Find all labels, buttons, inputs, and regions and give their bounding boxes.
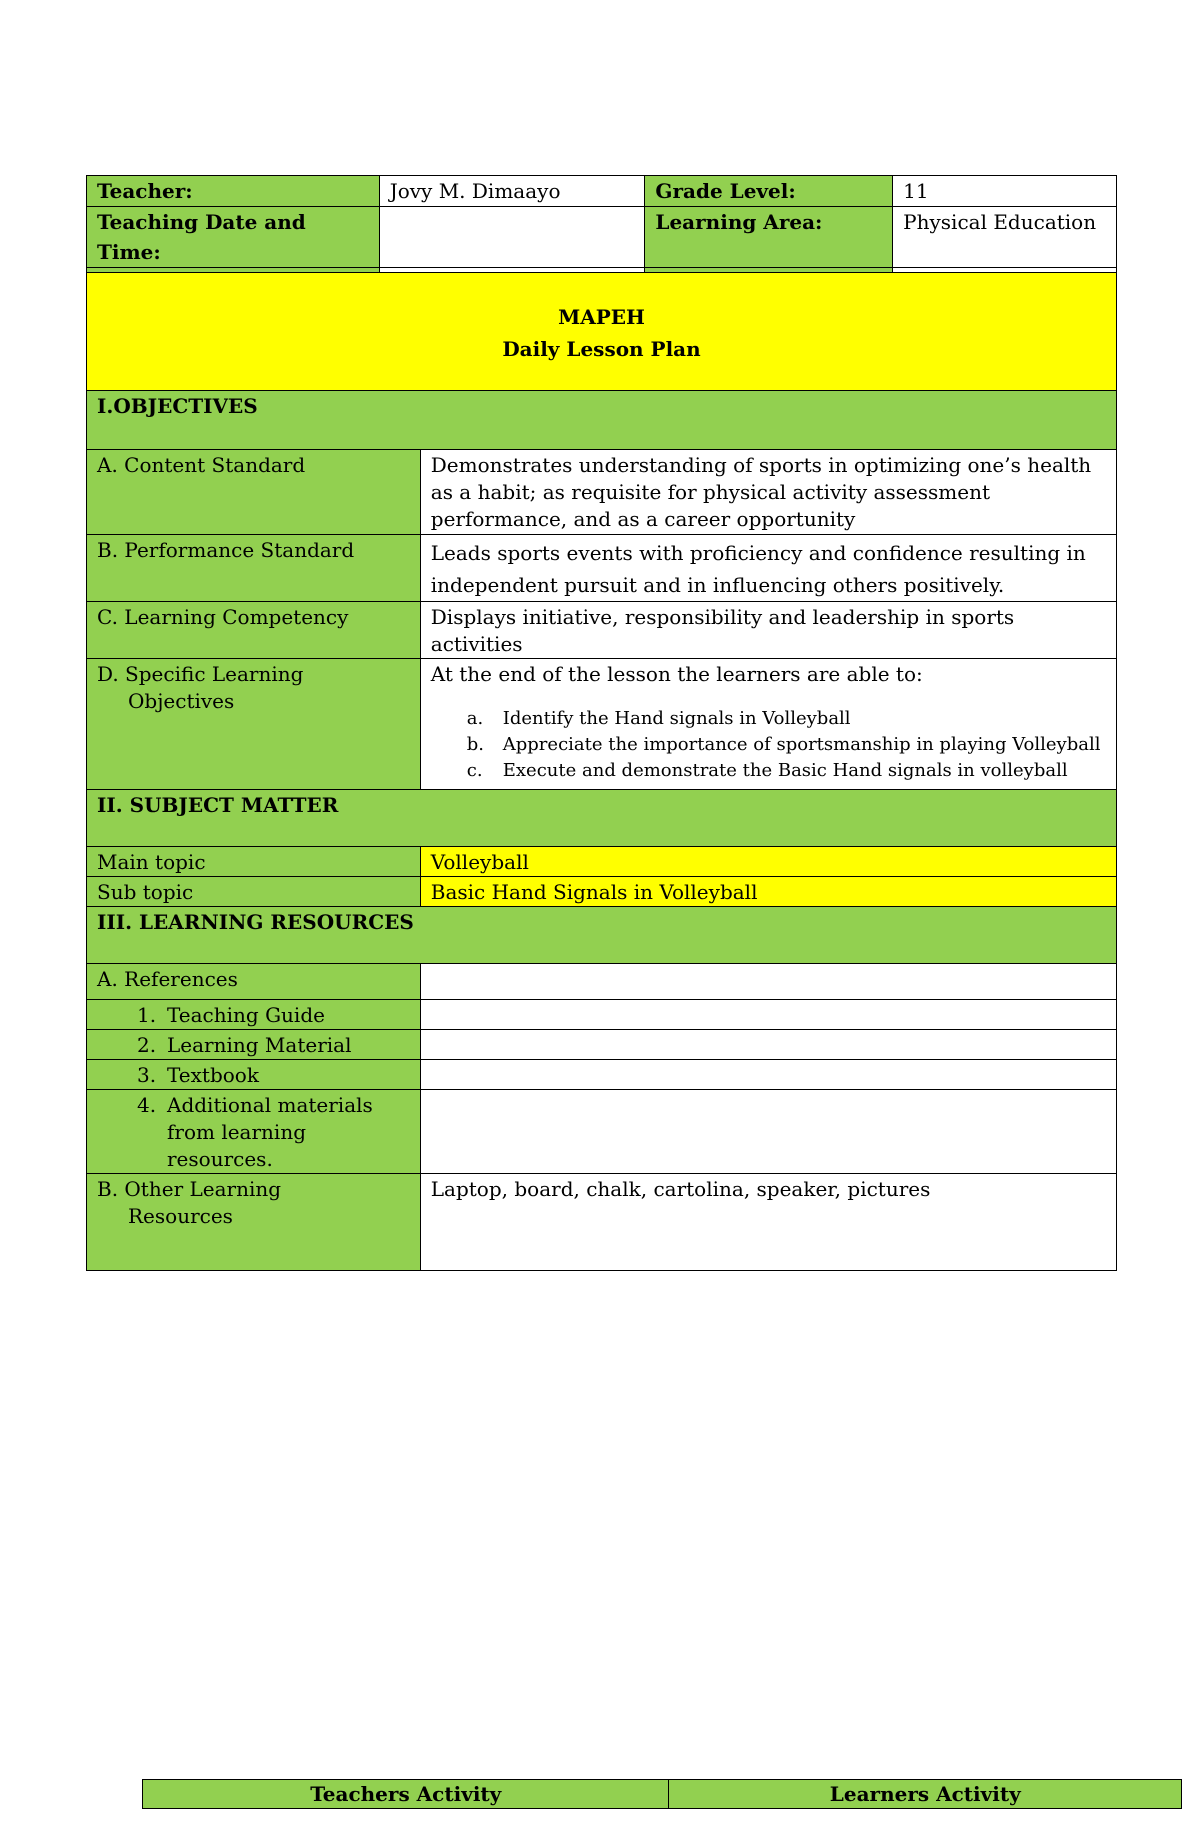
specific-objectives-label: [87, 659, 421, 790]
date-value: [379, 207, 645, 268]
learners-activity-header: Learners Activity: [669, 1780, 1182, 1809]
objectives-heading-row: [87, 391, 1117, 450]
specific-objectives-row: [87, 659, 1117, 790]
subject-matter-heading: II. SUBJECT MATTER: [87, 790, 1117, 847]
other-resources-row: [87, 1174, 1117, 1271]
date-label: Teaching Date and Time:: [87, 207, 380, 268]
other-label-line-2: Resources: [128, 1204, 233, 1228]
resources-heading-row: [87, 907, 1117, 964]
specific-intro: At the end of the lesson the learners are able to:: [430, 662, 923, 686]
specific-label-line-2: Objectives: [128, 689, 235, 713]
grade-value: 11: [893, 176, 1117, 207]
ref-item: [87, 1000, 421, 1030]
references-value: [420, 964, 1116, 1000]
lesson-plan-table: [86, 272, 1117, 1271]
subject-matter-heading-row: [87, 790, 1117, 847]
title-row: [87, 273, 1117, 391]
ref-value: [420, 1090, 1116, 1174]
specific-label-line-1: D. Specific Learning: [97, 662, 304, 686]
sub-topic-label: Sub topic: [87, 877, 421, 907]
activity-table: [142, 1779, 1182, 1809]
other-resources-value: Laptop, board, chalk, cartolina, speaker, pictures: [420, 1174, 1116, 1271]
ref-row-learning-material: [87, 1030, 1117, 1060]
sub-topic-value: Basic Hand Signals in Volleyball: [420, 877, 1116, 907]
teacher-label: Teacher:: [87, 176, 380, 207]
objectives-heading: I.OBJECTIVES: [87, 391, 1117, 450]
competency-value: Displays initiative, responsibility and leadership in sports activities: [420, 602, 1116, 659]
main-topic-label: Main topic: [87, 847, 421, 877]
ref-text: Learning Material: [167, 1033, 352, 1057]
ref-text: Teaching Guide: [167, 1003, 325, 1027]
ref-item: [87, 1030, 421, 1060]
specific-objectives-value: [420, 659, 1116, 790]
ref-text: Textbook: [167, 1063, 259, 1087]
performance-standard-row: [87, 535, 1117, 602]
performance-standard-label: B. Performance Standard: [87, 535, 421, 602]
list-marker: a.: [466, 708, 484, 729]
ref-text: Additional materials from learning resources.: [167, 1093, 373, 1171]
ref-item: [87, 1090, 421, 1174]
grade-label: Grade Level:: [645, 176, 893, 207]
header-row-teacher: [87, 176, 1117, 207]
ref-value: [420, 1030, 1116, 1060]
references-label: A. References: [87, 964, 421, 1000]
title-cell: [87, 273, 1117, 391]
ref-row-textbook: [87, 1060, 1117, 1090]
performance-standard-value: Leads sports events with proficiency and confidence resulting in independent pursuit and in influencing others positively.: [420, 535, 1116, 602]
header-row-date: [87, 207, 1117, 268]
ref-item: [87, 1060, 421, 1090]
list-item: [431, 758, 1106, 784]
ref-row-teaching-guide: [87, 1000, 1117, 1030]
other-label-line-1: B. Other Learning: [97, 1177, 282, 1201]
list-item-text: Execute and demonstrate the Basic Hand signals in volleyball: [502, 760, 1068, 781]
ref-marker: 2.: [137, 1033, 157, 1057]
ref-marker: 3.: [137, 1063, 157, 1087]
title-line-1: MAPEH: [558, 304, 645, 329]
area-label: Learning Area:: [645, 207, 893, 268]
ref-row-additional: [87, 1090, 1117, 1174]
content-standard-value: Demonstrates understanding of sports in optimizing one’s health as a habit; as requisite for physical activity assessment performance, and as a career opportunity: [420, 450, 1116, 535]
ref-value: [420, 1060, 1116, 1090]
ref-marker: 4.: [137, 1093, 157, 1117]
other-resources-label: [87, 1174, 421, 1271]
ref-value: [420, 1000, 1116, 1030]
title-line-2: Daily Lesson Plan: [502, 336, 701, 361]
sub-topic-row: [87, 877, 1117, 907]
activity-header-row: [143, 1780, 1182, 1809]
list-item: [431, 732, 1106, 758]
competency-row: [87, 602, 1117, 659]
main-topic-value: Volleyball: [420, 847, 1116, 877]
content-standard-label: A. Content Standard: [87, 450, 421, 535]
content-standard-row: [87, 450, 1117, 535]
teacher-value: Jovy M. Dimaayo: [379, 176, 645, 207]
main-topic-row: [87, 847, 1117, 877]
list-item-text: Appreciate the importance of sportsmanship in playing Volleyball: [502, 734, 1101, 755]
list-item: [431, 706, 1106, 732]
list-item-text: Identify the Hand signals in Volleyball: [502, 708, 851, 729]
ref-marker: 1.: [137, 1003, 157, 1027]
teachers-activity-header: Teachers Activity: [143, 1780, 669, 1809]
resources-heading: III. LEARNING RESOURCES: [87, 907, 1117, 964]
references-row: [87, 964, 1117, 1000]
competency-label: C. Learning Competency: [87, 602, 421, 659]
list-marker: b.: [466, 734, 485, 755]
area-value: Physical Education: [893, 207, 1117, 268]
list-marker: c.: [466, 760, 483, 781]
